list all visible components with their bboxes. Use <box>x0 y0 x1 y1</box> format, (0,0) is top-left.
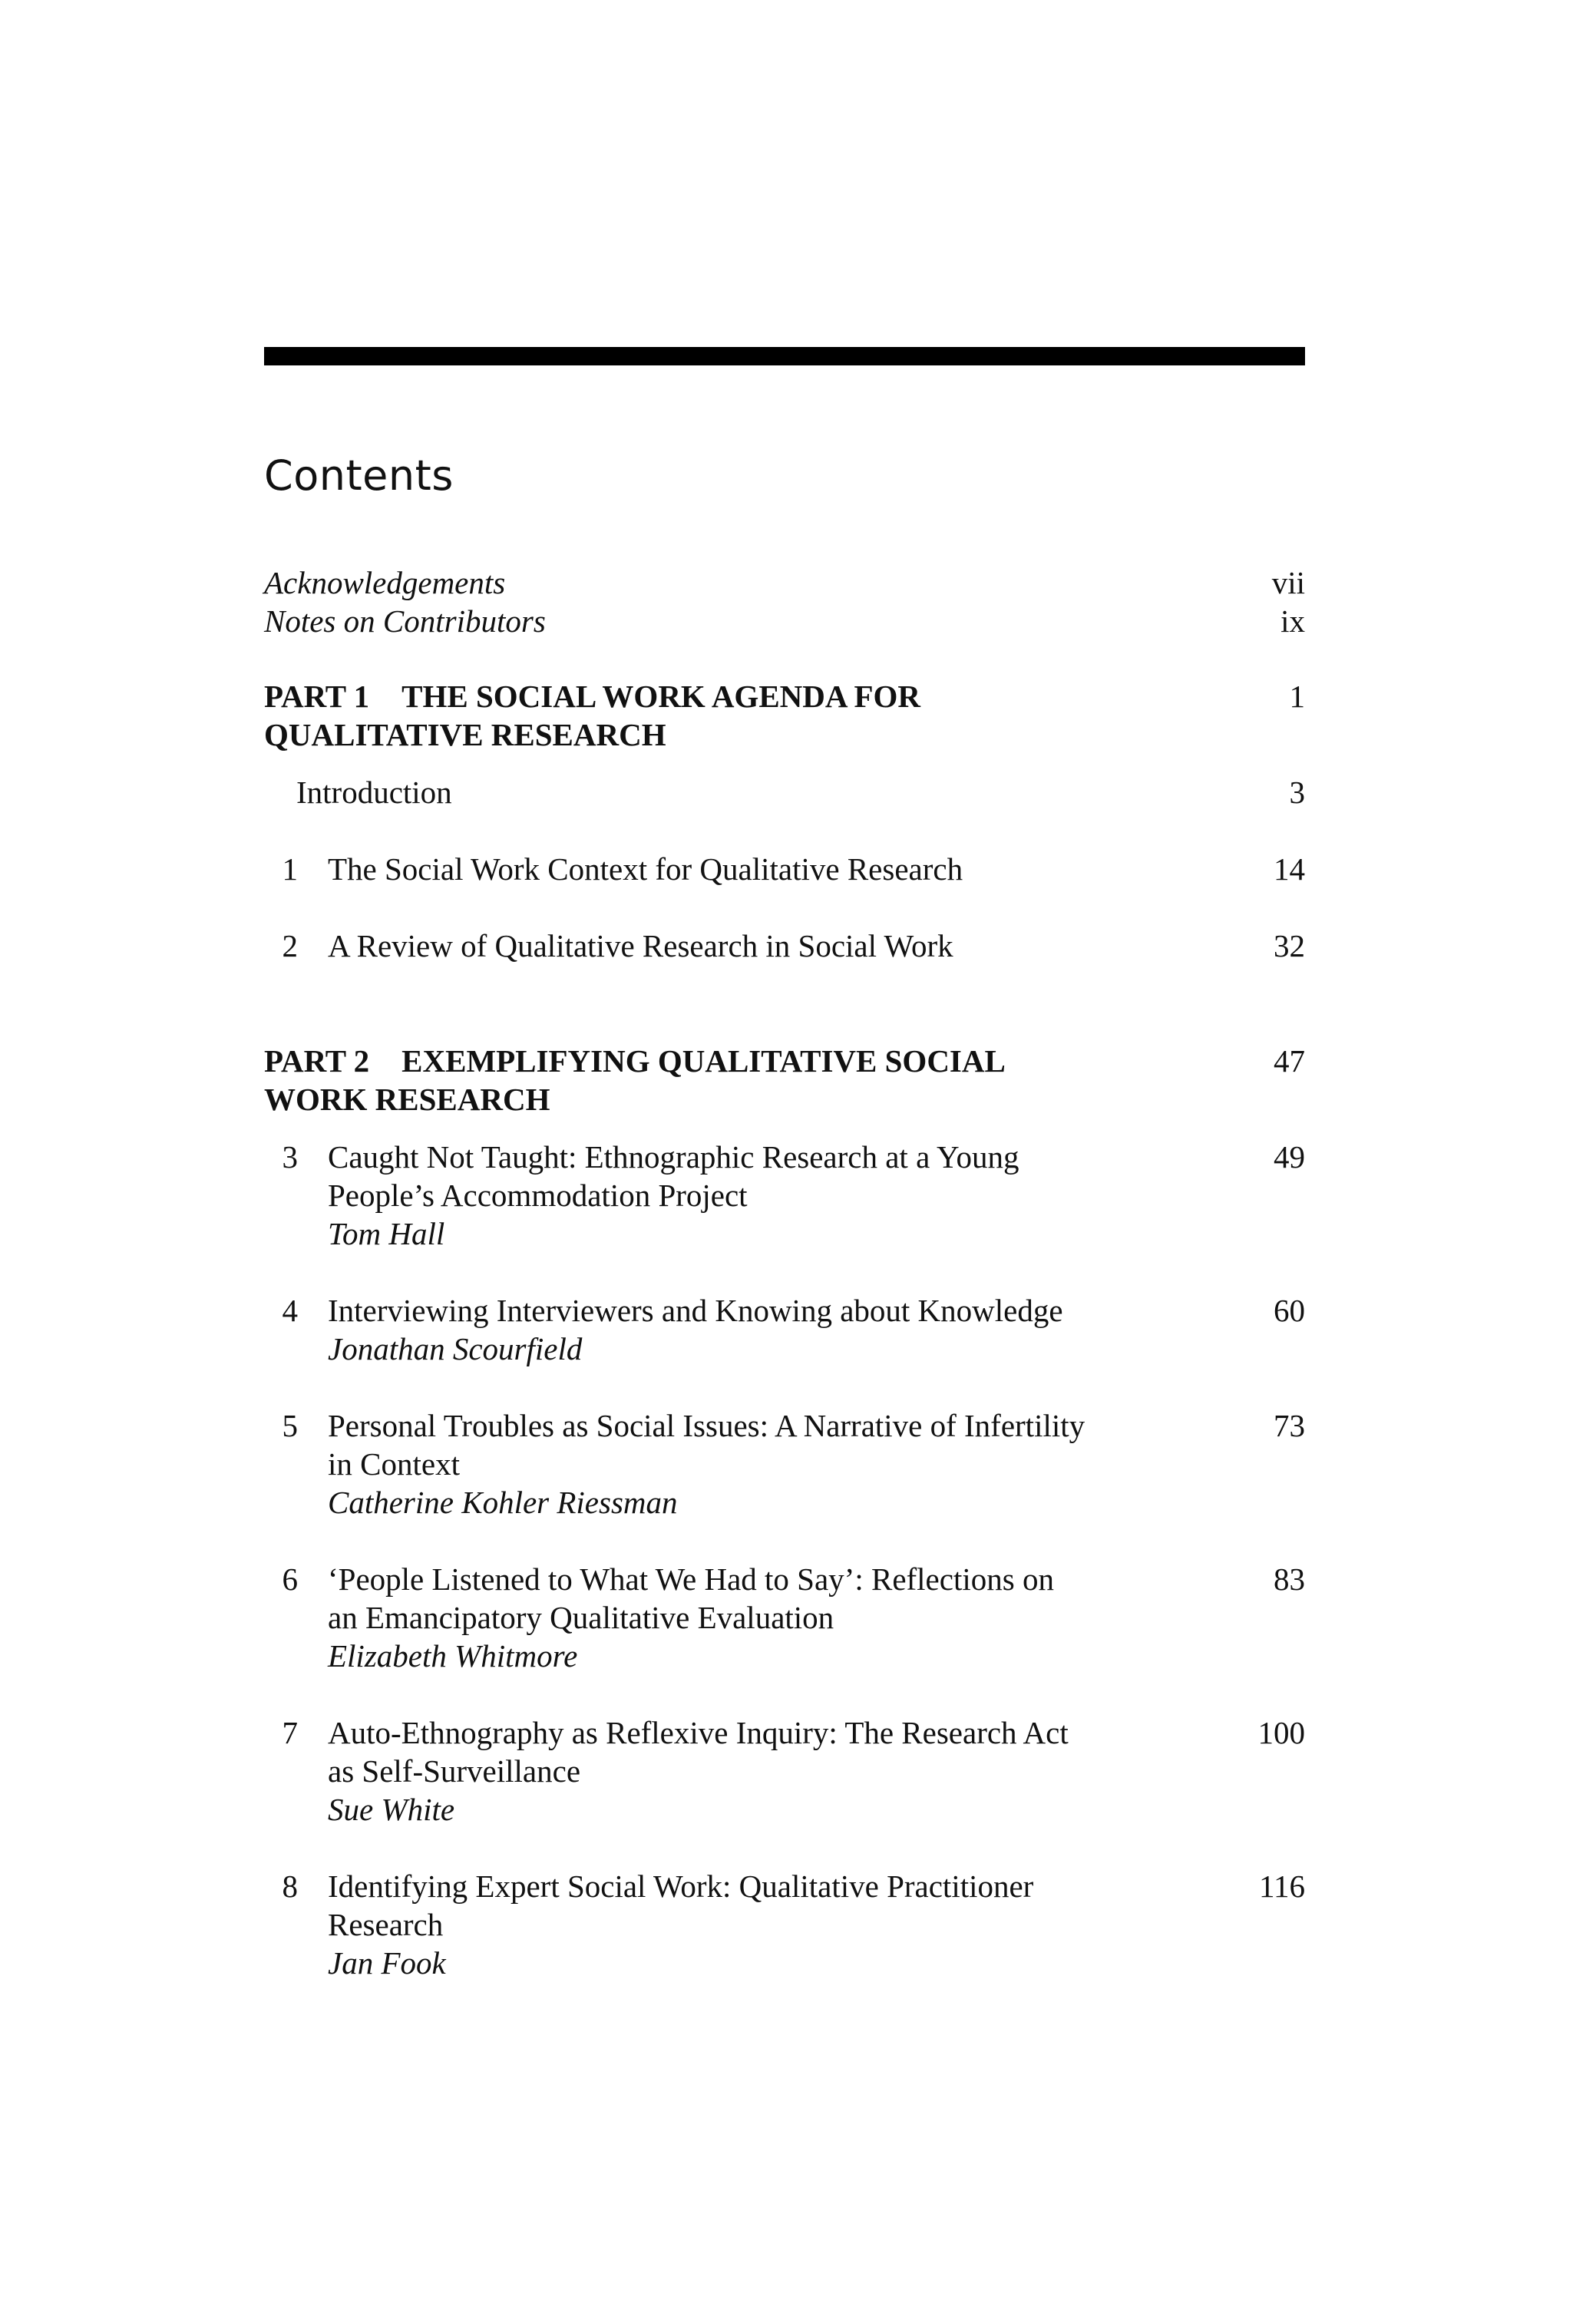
part-title: THE SOCIAL WORK AGENDA FOR <box>401 679 921 714</box>
chapter-number: 5 <box>282 1408 298 1443</box>
entry-page: 3 <box>1289 775 1305 810</box>
chapter-page: 83 <box>1274 1561 1305 1597</box>
part-label: PART 1 <box>264 679 370 714</box>
part-label: PART 2 <box>264 1043 370 1079</box>
chapter-title-continued: in Context <box>328 1446 460 1482</box>
chapter-title: ‘People Listened to What We Had to Say’: Reflections on <box>328 1561 1054 1597</box>
chapter-author: Jonathan Scourfield <box>328 1331 583 1366</box>
part-title-continued: WORK RESEARCH <box>264 1082 550 1117</box>
entry-page: vii <box>1271 565 1305 600</box>
chapter-number: 4 <box>282 1293 298 1328</box>
chapter-author: Sue White <box>328 1792 455 1827</box>
chapter-author: Elizabeth Whitmore <box>328 1638 578 1674</box>
toc-part-2 <box>264 1042 1305 1118</box>
chapter-title-continued: an Emancipatory Qualitative Evaluation <box>328 1600 834 1635</box>
toc-chapter-1 <box>264 850 1305 888</box>
entry-title: Introduction <box>296 775 452 810</box>
chapter-number: 2 <box>282 928 298 963</box>
chapter-number: 6 <box>282 1561 298 1597</box>
part-title: EXEMPLIFYING QUALITATIVE SOCIAL <box>401 1043 1006 1079</box>
chapter-page: 100 <box>1257 1715 1305 1750</box>
chapter-title: Personal Troubles as Social Issues: A Narrative of Infertility <box>328 1408 1085 1443</box>
page-title: Contents <box>264 451 454 500</box>
chapter-author: Catherine Kohler Riessman <box>328 1485 678 1520</box>
toc-part-1 <box>264 677 1305 754</box>
toc-chapter-4 <box>264 1291 1305 1368</box>
chapter-author: Tom Hall <box>328 1216 445 1251</box>
chapter-title-continued: as Self-Surveillance <box>328 1753 581 1789</box>
entry-page: ix <box>1280 603 1305 639</box>
toc-entry-introduction <box>264 773 1305 811</box>
chapter-author: Jan Fook <box>328 1945 446 1981</box>
toc-chapter-6 <box>264 1560 1305 1675</box>
chapter-title: Caught Not Taught: Ethnographic Research at a Young <box>328 1139 1019 1175</box>
chapter-title: Identifying Expert Social Work: Qualitative Practitioner <box>328 1869 1034 1904</box>
entry-title: Notes on Contributors <box>264 603 546 639</box>
chapter-page: 116 <box>1259 1869 1305 1904</box>
entry-title: Acknowledgements <box>264 565 506 600</box>
chapter-title: A Review of Qualitative Research in Social Work <box>328 928 953 963</box>
chapter-number: 1 <box>282 851 298 887</box>
chapter-page: 73 <box>1274 1408 1305 1443</box>
toc-chapter-5 <box>264 1406 1305 1522</box>
toc-chapter-7 <box>264 1713 1305 1829</box>
chapter-title: Auto-Ethnography as Reflexive Inquiry: The Research Act <box>328 1715 1069 1750</box>
toc-entry-notes-on-contributors <box>264 602 1305 640</box>
toc-chapter-8 <box>264 1867 1305 1982</box>
chapter-page: 32 <box>1274 928 1305 963</box>
chapter-page: 49 <box>1274 1139 1305 1175</box>
chapter-title-continued: Research <box>328 1907 444 1942</box>
toc-chapter-3 <box>264 1138 1305 1253</box>
chapter-page: 60 <box>1274 1293 1305 1328</box>
chapter-title: The Social Work Context for Qualitative Research <box>328 851 963 887</box>
part-title-continued: QUALITATIVE RESEARCH <box>264 717 666 752</box>
chapter-number: 7 <box>282 1715 298 1750</box>
chapter-page: 14 <box>1274 851 1305 887</box>
chapter-title: Interviewing Interviewers and Knowing about Knowledge <box>328 1293 1063 1328</box>
toc-chapter-2 <box>264 927 1305 965</box>
part-page: 47 <box>1274 1043 1305 1079</box>
part-page: 1 <box>1289 679 1305 714</box>
chapter-title-continued: People’s Accommodation Project <box>328 1178 748 1213</box>
table-of-contents <box>264 563 1305 1982</box>
toc-entry-acknowledgements <box>264 563 1305 602</box>
header-rule <box>264 347 1305 365</box>
chapter-number: 8 <box>282 1869 298 1904</box>
chapter-number: 3 <box>282 1139 298 1175</box>
